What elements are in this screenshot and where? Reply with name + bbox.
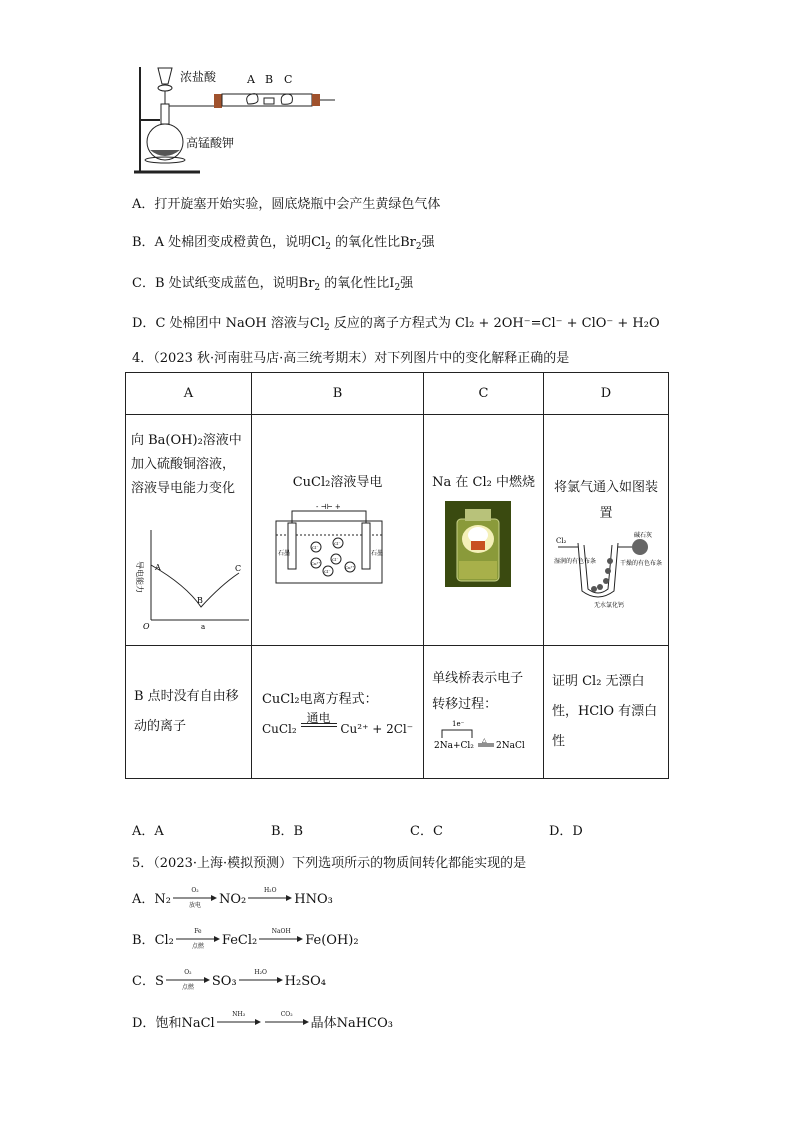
q3-option-d: D．C 处棉团中 NaOH 溶液与$Cl_2$ 反应的离子方程式为 Cl₂ + 2OH⁻=Cl⁻ + ClO⁻ + H₂O (132, 316, 660, 333)
col-b-header: B (251, 373, 423, 415)
svg-text:Cu²⁺: Cu²⁺ (344, 565, 355, 570)
col-a-header: A (126, 373, 252, 415)
cell-b1 (260, 415, 415, 645)
q5-option-a: A．N₂ O₂ 放电 NO₂ H₂O HNO₃ (132, 887, 333, 909)
kmno4-label: 高锰酸钾 (186, 136, 235, 150)
q5-stem: 5．（2023·上海·模拟预测）下列选项所示的物质间转化都能实现的是 (132, 856, 527, 871)
single-bridge-figure (432, 718, 532, 754)
q4-answer-b[interactable]: B．B (271, 824, 304, 839)
svg-text:△: △ (482, 737, 487, 744)
svg-text:湿润的有色布条: 湿润的有色布条 (553, 558, 596, 565)
chart-xmark: a (201, 623, 206, 631)
svg-text:干燥的有色布条: 干燥的有色布条 (619, 560, 662, 567)
svg-text:2NaCl: 2NaCl (496, 741, 525, 751)
q4-answer-a[interactable]: A．A (132, 824, 164, 839)
q3-option-a: A．打开旋塞开始实验，圆底烧瓶中会产生黄绿色气体 (132, 197, 441, 212)
cell-c2 (424, 646, 544, 779)
svg-text:碱石灰: 碱石灰 (633, 532, 652, 539)
cell-d1 (552, 415, 660, 645)
svg-text:2Na+Cl₂: 2Na+Cl₂ (434, 741, 474, 751)
electrolysis-figure (274, 501, 384, 591)
cell-c1 (432, 415, 535, 645)
q4-stem: 4．（2023 秋·河南驻马店·高三统考期末）对下列图片中的变化解释正确的是 (132, 351, 570, 366)
apparatus-label-b: B (265, 73, 274, 86)
chlorine-apparatus-figure (130, 62, 350, 182)
cell-b1-title: CuCl₂溶液导电 (292, 475, 383, 490)
sodium-burning-photo (445, 501, 511, 587)
apparatus-label-c: C (284, 73, 293, 86)
conductivity-chart (131, 525, 251, 635)
chart-origin: O (143, 622, 150, 631)
chart-point-c: C (235, 564, 242, 573)
svg-text:Cl⁻: Cl⁻ (311, 545, 319, 550)
cell-d2: 证明 Cl₂ 无漂白性，HClO 有漂白性 (543, 646, 668, 779)
cell-d1-title: 将氯气通入如图装置 (553, 480, 658, 521)
q5-option-b: B．Cl₂ Fe 点燃 FeCl₂ NaOH Fe(OH)₂ (132, 928, 359, 950)
svg-text:石墨: 石墨 (277, 550, 290, 557)
acid-label: 浓盐酸 (180, 70, 217, 84)
chart-point-a: A (155, 563, 161, 572)
svg-text:1e⁻: 1e⁻ (452, 720, 465, 728)
col-d-header: D (543, 373, 668, 415)
q3-option-c: C．B 处试纸变成蓝色，说明$Br_2$ 的氧化性比$I_2$强 (132, 276, 414, 293)
q5-option-c: C．S O₂ 点燃 SO₃ H₂O H₂SO₄ (132, 969, 326, 991)
svg-text:无水氯化钙: 无水氯化钙 (593, 602, 624, 609)
cell-a2: B 点时没有自由移动的离子 (126, 646, 252, 779)
apparatus-label-a: A (247, 73, 255, 86)
q4-answer-c[interactable]: C．C (410, 824, 443, 839)
svg-text:- ⊣⊢ +: - ⊣⊢ + (315, 503, 341, 511)
chart-point-b: B (197, 596, 203, 605)
cell-a1 (131, 415, 246, 645)
q5-option-d: D．饱和NaCl NH₃ CO₂ 晶体NaHCO₃ (132, 1011, 393, 1031)
svg-text:Cl⁻: Cl⁻ (331, 557, 339, 562)
q3-option-b: B．A 处棉团变成橙黄色，说明$Cl_2$ 的氧化性比$Br_2$强 (132, 235, 435, 252)
svg-text:Cu²⁺: Cu²⁺ (310, 561, 321, 566)
cell-c1-title: Na 在 Cl₂ 中燃烧 (432, 475, 535, 490)
cell-c2-title: 单线桥表示电子转移过程： (432, 671, 524, 712)
cell-b2-title: CuCl₂电离方程式： (261, 692, 378, 707)
q4-answer-d[interactable]: D．D (549, 824, 583, 839)
cell-b2 (251, 646, 423, 779)
chart-ylabel: 导电能力 (135, 561, 144, 593)
q4-table (125, 372, 669, 779)
chlorine-u-tube-figure (554, 531, 674, 621)
svg-text:Cl₂: Cl₂ (555, 537, 567, 545)
svg-text:Cl⁻: Cl⁻ (323, 569, 331, 574)
cell-a1-text: 向 Ba(OH)₂溶液中加入硫酸铜溶液，溶液导电能力变化 (131, 433, 242, 496)
cell-b2-equation: CuCl₂ 通电 Cu²⁺ + 2Cl⁻ (261, 711, 414, 736)
svg-text:Cl⁻: Cl⁻ (333, 541, 341, 546)
svg-text:石墨: 石墨 (370, 550, 383, 557)
col-c-header: C (424, 373, 544, 415)
